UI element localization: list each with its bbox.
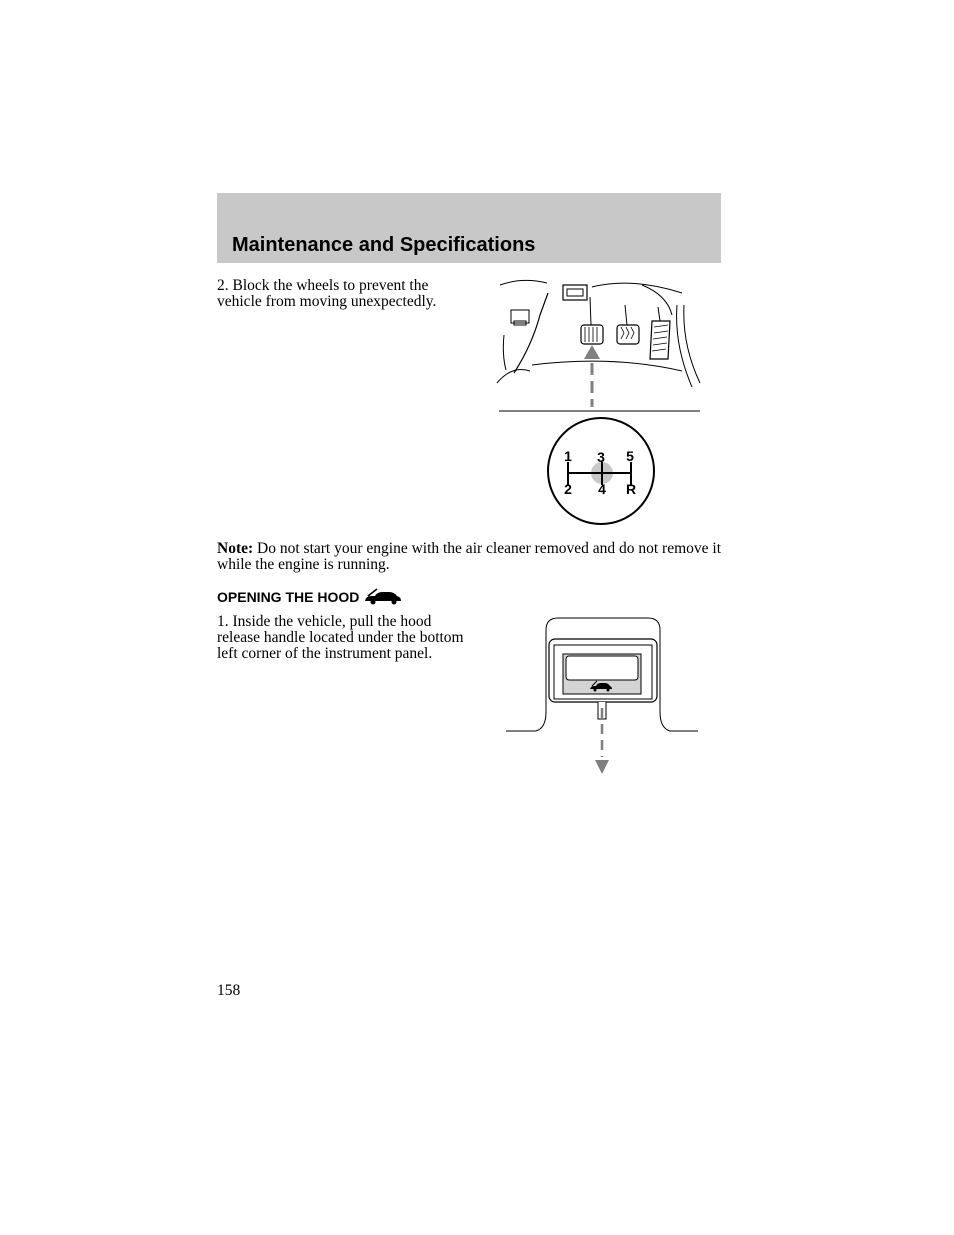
dashed-arrow-up — [584, 345, 600, 407]
note-label: Note: — [217, 540, 254, 557]
block-wheels-step: 2. Block the wheels to prevent the vehicle from moving unexpectedly. — [217, 277, 437, 310]
note-text: Do not start your engine with the air cleaner removed and do not remove it while the engine is running. — [217, 540, 722, 573]
gear-1-label: 1 — [564, 448, 572, 464]
pedals-diagram — [492, 275, 704, 527]
section-header — [217, 193, 721, 263]
brake-pedal — [617, 305, 639, 344]
opening-hood-heading — [217, 588, 403, 606]
gear-4-label: 4 — [598, 481, 606, 497]
section-title: Maintenance and Specifications — [232, 234, 536, 256]
hood-release-illustration — [500, 612, 700, 783]
gear-5-label: 5 — [626, 448, 634, 464]
gear-shift-pattern — [548, 418, 654, 524]
pedals-shift-illustration — [492, 275, 704, 532]
dashed-arrow-down — [595, 708, 609, 774]
note-paragraph — [217, 541, 722, 573]
clutch-pedal — [581, 297, 603, 344]
gear-2-label: 2 — [564, 481, 572, 497]
opening-hood-heading-text: OPENING THE HOOD — [217, 589, 360, 605]
hood-release-step: 1. Inside the vehicle, pull the hood release handle located under the bottom left corner of the instrument panel. — [217, 613, 464, 662]
gear-r-label: R — [625, 481, 637, 497]
gear-3-label: 3 — [597, 449, 605, 465]
car-hood-open-icon — [363, 588, 403, 606]
hood-release-diagram — [500, 612, 700, 778]
page-number: 158 — [217, 982, 241, 999]
accelerator-pedal — [650, 307, 670, 359]
